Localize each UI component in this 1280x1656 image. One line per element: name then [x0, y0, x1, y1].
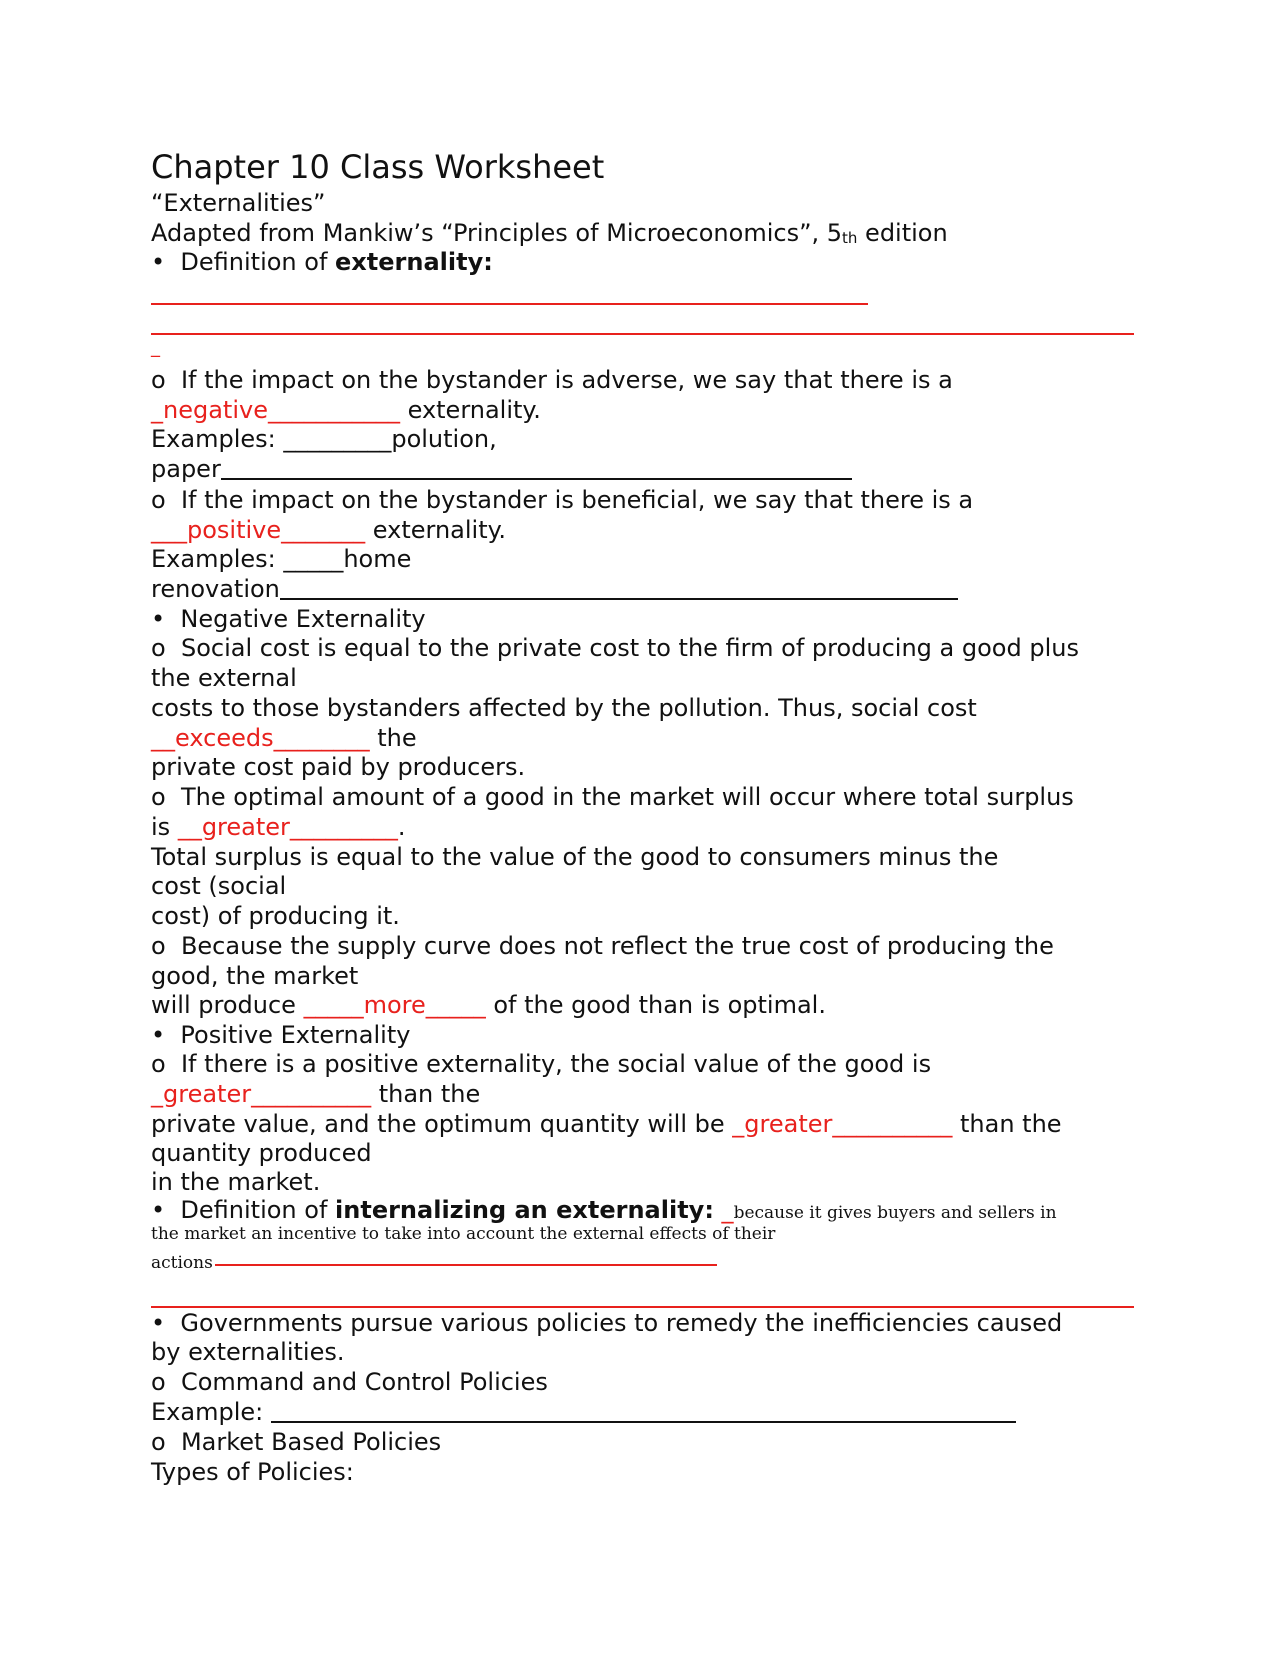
command-line: o Command and Control Policies	[151, 1368, 548, 1396]
def-externality-line: • Definition of externality:	[151, 248, 493, 276]
beneficial-line: o If the impact on the bystander is beneficial, we say that there is a	[151, 486, 974, 514]
social-cost-line3: costs to those bystanders affected by the pollution. Thus, social cost	[151, 694, 977, 722]
internalizing-answer-line2: the market an incentive to take into account the external effects of their	[151, 1224, 776, 1244]
governments-line1: • Governments pursue various policies to remedy the inefficiencies caused	[151, 1309, 1063, 1337]
governments-line2: by externalities.	[151, 1338, 345, 1366]
answer-positive: ___positive_______	[151, 516, 366, 544]
total-surplus-line3: cost) of producing it.	[151, 902, 400, 930]
social-cost-answer-line: __exceeds________ the	[151, 724, 417, 752]
neg-examples-line: Examples: _________polution,	[151, 425, 497, 453]
worksheet-title: Chapter 10 Class Worksheet	[151, 148, 605, 186]
positive-ext-answer2-line: private value, and the optimum quantity will be _greater__________ than the	[151, 1110, 1062, 1138]
pos-examples-cont: renovation	[151, 575, 958, 603]
answer-greater: __greater_________	[177, 813, 398, 841]
social-cost-line2: the external	[151, 664, 297, 692]
example-line: Example:	[151, 1398, 1016, 1426]
externality-term: externality:	[335, 248, 493, 276]
bullet: •	[151, 1309, 166, 1337]
adverse-line: o If the impact on the bystander is adverse, we say that there is a	[151, 366, 953, 394]
bullet: •	[151, 1021, 166, 1049]
answer-rule	[151, 1306, 1134, 1308]
total-surplus-line1: Total surplus is equal to the value of the good to consumers minus the	[151, 843, 999, 871]
answer-greater: _greater__________	[151, 1080, 372, 1108]
negative-heading: • Negative Externality	[151, 605, 426, 633]
internalizing-line: • Definition of internalizing an externality: _because it gives buyers and sellers in	[151, 1196, 1057, 1224]
supply-curve-line2: good, the market	[151, 962, 359, 990]
positive-heading: • Positive Externality	[151, 1021, 411, 1049]
source-line: Adapted from Mankiw’s “Principles of Microeconomics”, 5th edition	[151, 219, 948, 247]
sub-bullet: o	[151, 1368, 166, 1396]
blank-line	[280, 576, 958, 600]
internalizing-answer-line3: actions	[151, 1248, 717, 1275]
answer-negative: _negative___________	[151, 396, 400, 424]
beneficial-answer-line: ___positive_______ externality.	[151, 516, 507, 544]
bullet: •	[151, 1196, 166, 1224]
sub-bullet: o	[151, 1428, 166, 1456]
answer-exceeds: __exceeds________	[151, 724, 370, 752]
answer-rule	[151, 333, 1134, 335]
answer-dash: _	[151, 337, 160, 358]
pos-examples-line: Examples: _____home	[151, 545, 412, 573]
bullet: •	[151, 248, 166, 276]
sub-bullet: o	[151, 486, 166, 514]
social-cost-line1: o Social cost is equal to the private cost to the firm of producing a good plus	[151, 634, 1079, 662]
adverse-answer-line: _negative___________ externality.	[151, 396, 541, 424]
optimal-line1: o The optimal amount of a good in the market will occur where total surplus	[151, 783, 1074, 811]
supply-curve-answer-line: will produce _____more_____ of the good than is optimal.	[151, 991, 826, 1019]
sub-bullet: o	[151, 366, 166, 394]
sub-bullet: o	[151, 783, 166, 811]
internalizing-answer: because it gives buyers and sellers in	[733, 1203, 1057, 1223]
positive-ext-answer1-line: _greater__________ than the	[151, 1080, 481, 1108]
sub-bullet: o	[151, 932, 166, 960]
internalizing-term: internalizing an externality:	[335, 1196, 714, 1224]
supply-curve-line1: o Because the supply curve does not reflect the true cost of producing the	[151, 932, 1054, 960]
positive-ext-line1: o If there is a positive externality, the social value of the good is	[151, 1050, 932, 1078]
neg-examples-cont: paper	[151, 455, 852, 483]
answer-more: _____more_____	[303, 991, 486, 1019]
total-surplus-line2: cost (social	[151, 872, 287, 900]
positive-ext-line4: quantity produced	[151, 1139, 372, 1167]
answer-rule	[151, 303, 868, 305]
answer-greater: _greater__________	[732, 1110, 953, 1138]
bullet: •	[151, 605, 166, 633]
sub-bullet: o	[151, 1050, 166, 1078]
market-line: o Market Based Policies	[151, 1428, 442, 1456]
positive-ext-line5: in the market.	[151, 1168, 321, 1196]
optimal-answer-line: is __greater_________.	[151, 813, 406, 841]
social-cost-line5: private cost paid by producers.	[151, 753, 526, 781]
types-line: Types of Policies:	[151, 1458, 354, 1486]
worksheet-subtitle: “Externalities”	[151, 189, 326, 217]
blank-line	[271, 1399, 1016, 1423]
blank-line	[221, 456, 852, 480]
answer-rule	[215, 1264, 717, 1266]
sub-bullet: o	[151, 634, 166, 662]
